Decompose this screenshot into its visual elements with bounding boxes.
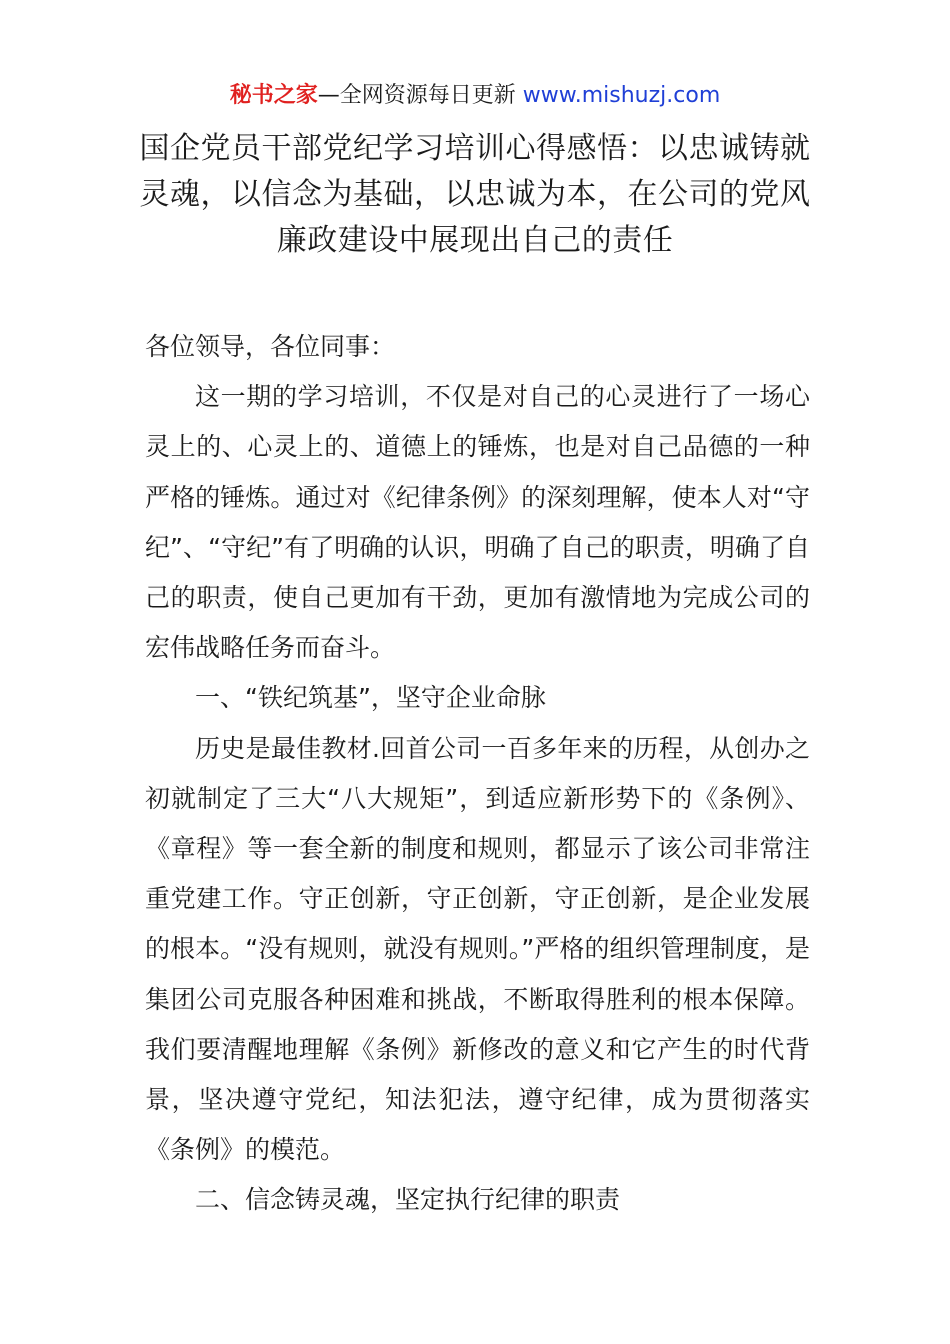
document-body xyxy=(145,322,810,1226)
section-heading-2: 二、信念铸灵魂，坚定执行纪律的职责 xyxy=(195,1185,621,1215)
site-tagline: —全网资源每日更新 xyxy=(317,83,516,108)
site-url[interactable]: www.mishuzj.com xyxy=(522,83,721,108)
site-header xyxy=(0,80,950,112)
paragraph-section-1: 历史是最佳教材.回首公司一百多年来的历程，从创办之初就制定了三大“八大规矩”，到适应新形势下的《条例》、《章程》等一套全新的制度和规则，都显示了该公司非常注重党建工作。守正创新，守正创新，守正创新，是企业发展的根本。“没有规则，就没有规则。”严格的组织管理制度，是集团公司克服各种困难和挑战，不断取得胜利的根本保障。我们要清醒地理解《条例》新修改的意义和它产生的时代背景，坚决遵守党纪，知法犯法，遵守纪律，成为贯彻落实《条例》的模范。 xyxy=(145,733,810,1165)
section-heading-1: 一、“铁纪筑基”，坚守企业命脉 xyxy=(195,683,546,713)
salutation: 各位领导，各位同事： xyxy=(145,332,396,361)
document-title: 国企党员干部党纪学习培训心得感悟：以忠诚铸就灵魂，以信念为基础，以忠诚为本，在公司的党风廉政建设中展现出自己的责任 xyxy=(139,131,811,258)
paragraph-intro: 这一期的学习培训，不仅是对自己的心灵进行了一场心灵上的、心灵上的、道德上的锤炼，也是对自己品德的一种严格的锤炼。通过对《纪律条例》的深刻理解，使本人对“守纪”、“守纪”有了明确的认识，明确了自己的职责，明确了自己的职责，使自己更加有干劲，更加有激情地为完成公司的宏伟战略任务而奋斗。 xyxy=(145,382,810,663)
site-name: 秘书之家 xyxy=(229,83,318,108)
